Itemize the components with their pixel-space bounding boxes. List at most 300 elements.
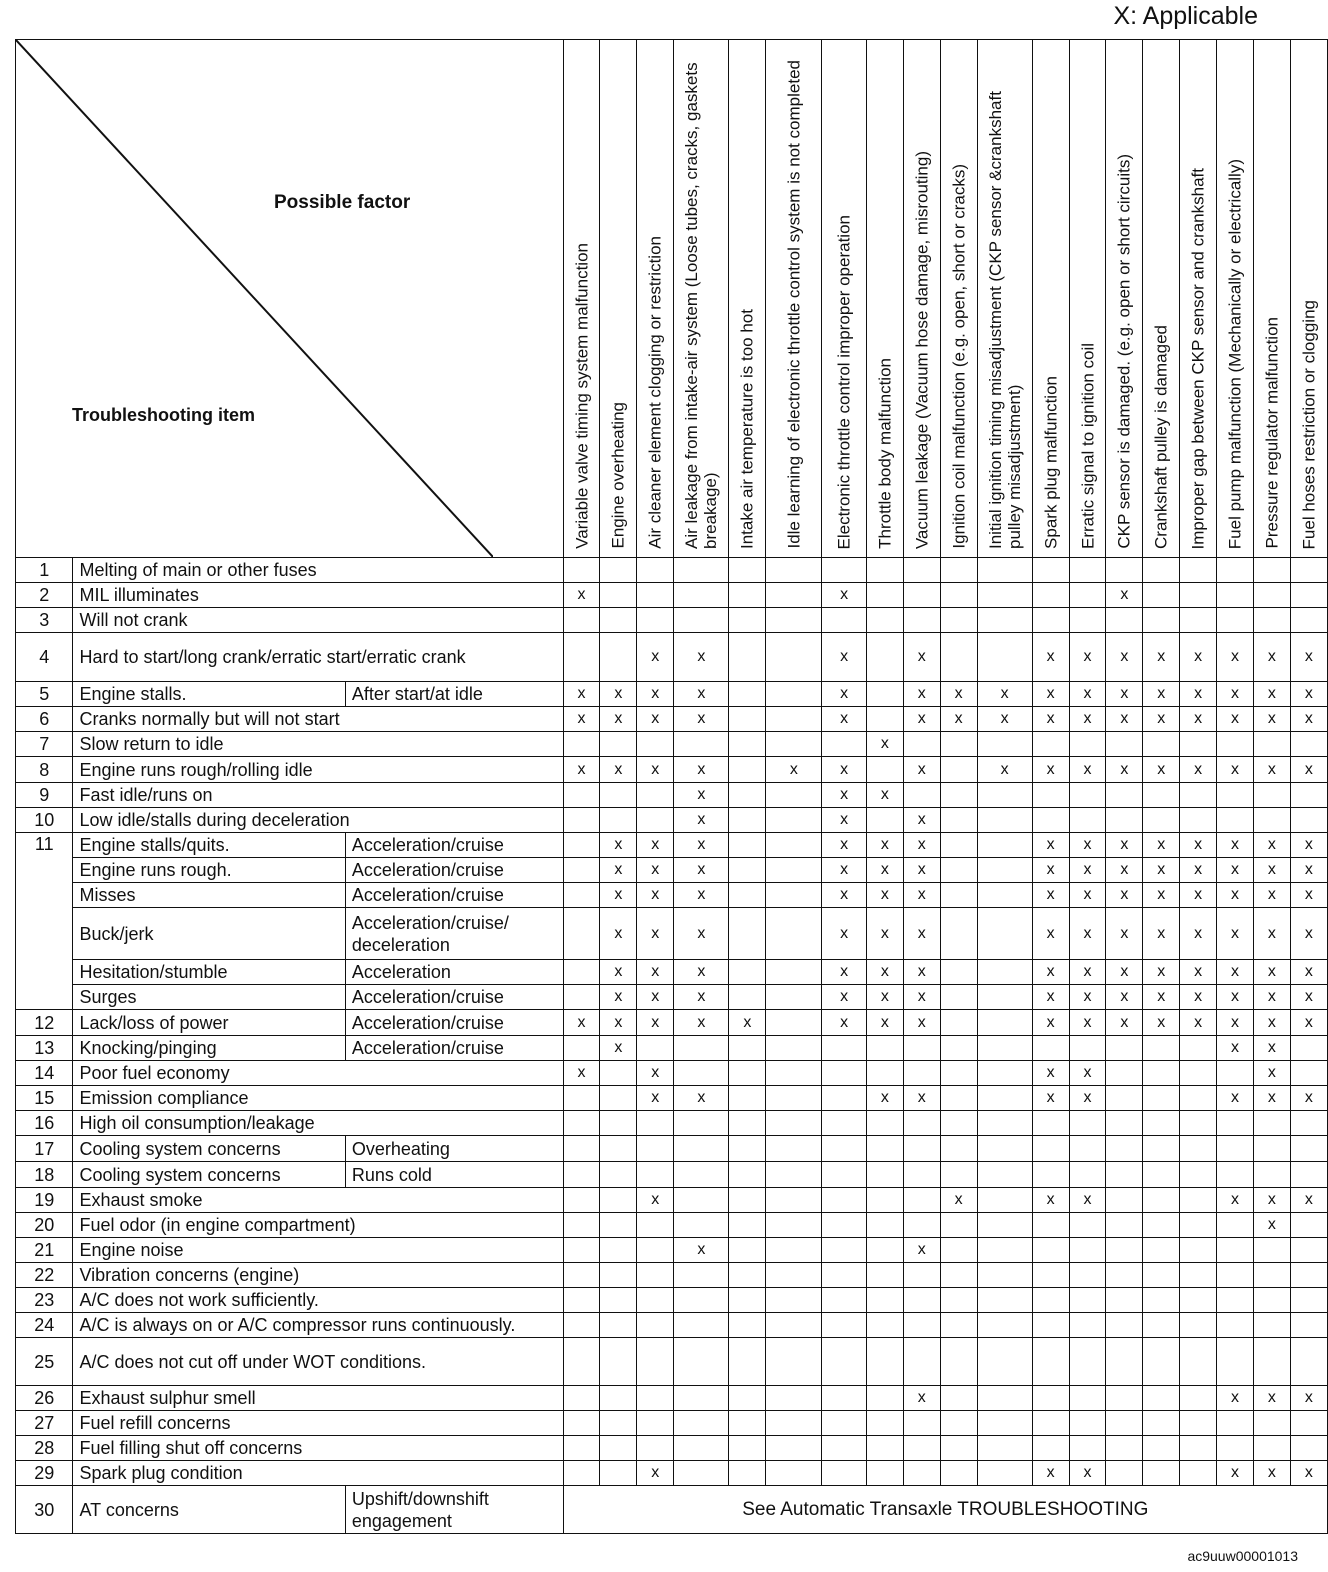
applicability-cell: x bbox=[637, 1010, 674, 1036]
applicability-cell bbox=[1217, 1162, 1254, 1188]
applicability-cell bbox=[766, 707, 822, 732]
applicability-cell bbox=[674, 1288, 729, 1313]
applicability-cell bbox=[822, 1461, 867, 1486]
applicability-cell bbox=[674, 1036, 729, 1061]
applicability-cell: x bbox=[637, 908, 674, 960]
applicability-cell bbox=[1032, 1111, 1069, 1136]
applicability-cell bbox=[600, 1263, 637, 1288]
applicability-cell bbox=[1290, 1036, 1327, 1061]
applicability-cell bbox=[563, 1461, 600, 1486]
applicability-cell: x bbox=[600, 908, 637, 960]
applicability-cell bbox=[1106, 558, 1143, 583]
applicability-cell bbox=[563, 633, 600, 682]
applicability-cell bbox=[729, 1461, 766, 1486]
applicability-cell bbox=[766, 558, 822, 583]
applicability-cell bbox=[729, 1338, 766, 1386]
troubleshooting-item: Cooling system concerns bbox=[73, 1136, 345, 1162]
applicability-cell bbox=[1143, 783, 1180, 808]
applicability-cell bbox=[1290, 583, 1327, 608]
applicability-cell bbox=[1217, 608, 1254, 633]
applicability-cell bbox=[637, 1111, 674, 1136]
applicability-cell bbox=[866, 1036, 903, 1061]
factor-label: Fuel pump malfunction (Mechanically or electrically) bbox=[1225, 158, 1245, 549]
applicability-cell: x bbox=[822, 960, 867, 985]
applicability-cell bbox=[1290, 608, 1327, 633]
applicability-cell bbox=[600, 1436, 637, 1461]
applicability-cell bbox=[1143, 1338, 1180, 1386]
applicability-cell: x bbox=[903, 1086, 940, 1111]
condition: Overheating bbox=[345, 1136, 563, 1162]
applicability-cell: x bbox=[977, 757, 1032, 783]
applicability-cell bbox=[729, 1111, 766, 1136]
applicability-cell bbox=[977, 1213, 1032, 1238]
table-row bbox=[16, 608, 1328, 633]
applicability-cell bbox=[1217, 783, 1254, 808]
table-row bbox=[16, 783, 1328, 808]
applicability-cell bbox=[1290, 1061, 1327, 1086]
applicability-cell: x bbox=[866, 908, 903, 960]
applicability-cell bbox=[977, 1061, 1032, 1086]
troubleshooting-item: Engine noise bbox=[73, 1238, 563, 1263]
applicability-cell bbox=[563, 883, 600, 908]
applicability-cell: x bbox=[1032, 1461, 1069, 1486]
applicability-cell bbox=[563, 808, 600, 833]
applicability-cell bbox=[729, 1086, 766, 1111]
applicability-cell bbox=[766, 1411, 822, 1436]
table-row bbox=[16, 1162, 1328, 1188]
troubleshooting-item: Vibration concerns (engine) bbox=[73, 1263, 563, 1288]
applicability-cell: x bbox=[1290, 1188, 1327, 1213]
applicability-cell bbox=[563, 608, 600, 633]
applicability-cell bbox=[600, 808, 637, 833]
applicability-cell bbox=[674, 1436, 729, 1461]
applicability-cell: x bbox=[822, 682, 867, 707]
applicability-cell bbox=[1180, 783, 1217, 808]
applicability-cell: x bbox=[1180, 960, 1217, 985]
applicability-cell bbox=[766, 1111, 822, 1136]
applicability-cell bbox=[1180, 608, 1217, 633]
table-row bbox=[16, 985, 1328, 1010]
factor-header bbox=[637, 40, 674, 558]
applicability-cell bbox=[1032, 583, 1069, 608]
applicability-cell bbox=[866, 1188, 903, 1213]
applicability-cell: x bbox=[1032, 757, 1069, 783]
applicability-cell bbox=[1069, 558, 1106, 583]
applicability-cell bbox=[940, 633, 977, 682]
applicability-cell bbox=[1290, 1263, 1327, 1288]
applicability-cell bbox=[729, 1313, 766, 1338]
applicability-cell bbox=[1032, 1263, 1069, 1288]
applicability-cell: x bbox=[1180, 682, 1217, 707]
applicability-cell bbox=[1253, 783, 1290, 808]
applicability-cell bbox=[866, 1288, 903, 1313]
applicability-cell: x bbox=[1069, 883, 1106, 908]
applicability-cell bbox=[1290, 808, 1327, 833]
applicability-cell: x bbox=[1217, 1461, 1254, 1486]
applicability-cell bbox=[637, 1338, 674, 1386]
applicability-cell bbox=[766, 1162, 822, 1188]
applicability-cell: x bbox=[637, 707, 674, 732]
applicability-cell bbox=[1253, 1411, 1290, 1436]
applicability-cell bbox=[729, 833, 766, 858]
applicability-cell bbox=[563, 1313, 600, 1338]
applicability-cell: x bbox=[674, 682, 729, 707]
applicability-cell bbox=[1106, 608, 1143, 633]
factor-label: Electronic throttle control improper operation bbox=[834, 214, 854, 549]
row-number: 11 bbox=[16, 833, 73, 1010]
applicability-cell bbox=[563, 732, 600, 757]
applicability-cell bbox=[940, 883, 977, 908]
factor-header bbox=[1217, 40, 1254, 558]
factor-header bbox=[674, 40, 729, 558]
applicability-cell bbox=[1253, 1288, 1290, 1313]
applicability-cell: x bbox=[1032, 1010, 1069, 1036]
applicability-cell bbox=[940, 1238, 977, 1263]
table-row bbox=[16, 1461, 1328, 1486]
applicability-cell bbox=[940, 808, 977, 833]
row-number: 26 bbox=[16, 1386, 73, 1411]
applicability-cell bbox=[1143, 1411, 1180, 1436]
row-number: 16 bbox=[16, 1111, 73, 1136]
troubleshooting-item: A/C does not cut off under WOT conditions. bbox=[73, 1338, 563, 1386]
row-number: 2 bbox=[16, 583, 73, 608]
applicability-cell bbox=[940, 1436, 977, 1461]
factor-label: Pressure regulator malfunction bbox=[1262, 317, 1282, 549]
applicability-cell: x bbox=[1143, 682, 1180, 707]
applicability-cell: x bbox=[1253, 633, 1290, 682]
applicability-cell: x bbox=[1217, 1036, 1254, 1061]
applicability-cell bbox=[940, 558, 977, 583]
applicability-cell bbox=[766, 1338, 822, 1386]
factor-header bbox=[1106, 40, 1143, 558]
applicability-cell bbox=[600, 1136, 637, 1162]
troubleshooting-item: Fast idle/runs on bbox=[73, 783, 563, 808]
applicability-cell: x bbox=[1180, 1010, 1217, 1036]
applicability-cell: x bbox=[903, 960, 940, 985]
applicability-cell: x bbox=[1069, 858, 1106, 883]
applicability-cell bbox=[903, 583, 940, 608]
applicability-cell: x bbox=[563, 682, 600, 707]
table-row bbox=[16, 1188, 1328, 1213]
applicability-cell bbox=[977, 808, 1032, 833]
applicability-cell bbox=[766, 1061, 822, 1086]
applicability-cell: x bbox=[1290, 1386, 1327, 1411]
applicability-cell bbox=[1032, 1136, 1069, 1162]
applicability-cell bbox=[866, 1061, 903, 1086]
applicability-cell: x bbox=[637, 960, 674, 985]
applicability-cell bbox=[977, 1036, 1032, 1061]
applicability-cell bbox=[1069, 1238, 1106, 1263]
applicability-cell bbox=[1143, 1188, 1180, 1213]
applicability-cell bbox=[1253, 1111, 1290, 1136]
applicability-cell: x bbox=[637, 833, 674, 858]
applicability-cell bbox=[674, 1136, 729, 1162]
factor-header bbox=[822, 40, 867, 558]
applicability-cell bbox=[729, 908, 766, 960]
applicability-cell: x bbox=[1032, 883, 1069, 908]
applicability-cell bbox=[903, 1436, 940, 1461]
applicability-cell: x bbox=[1106, 633, 1143, 682]
applicability-cell bbox=[1290, 1338, 1327, 1386]
table-row bbox=[16, 1386, 1328, 1411]
troubleshooting-item: Surges bbox=[73, 985, 345, 1010]
applicability-cell bbox=[1106, 1238, 1143, 1263]
applicability-cell bbox=[766, 985, 822, 1010]
applicability-cell: x bbox=[1069, 1061, 1106, 1086]
applicability-cell bbox=[977, 908, 1032, 960]
applicability-cell: x bbox=[1032, 1086, 1069, 1111]
applicability-cell bbox=[1253, 608, 1290, 633]
applicability-cell bbox=[729, 608, 766, 633]
applicability-cell bbox=[1180, 1036, 1217, 1061]
applicability-cell: x bbox=[637, 633, 674, 682]
applicability-cell bbox=[1143, 1162, 1180, 1188]
table-row bbox=[16, 732, 1328, 757]
factor-label: Idle learning of electronic throttle control system is not completed bbox=[784, 60, 804, 549]
condition: Acceleration/cruise/ deceleration bbox=[345, 908, 563, 960]
applicability-cell: x bbox=[866, 883, 903, 908]
applicability-cell bbox=[940, 1213, 977, 1238]
applicability-cell bbox=[766, 1188, 822, 1213]
applicability-cell bbox=[1180, 1313, 1217, 1338]
applicability-cell: x bbox=[1253, 1036, 1290, 1061]
applicability-cell: x bbox=[1143, 633, 1180, 682]
applicability-cell: x bbox=[1217, 682, 1254, 707]
applicability-cell bbox=[940, 1061, 977, 1086]
applicability-cell bbox=[766, 732, 822, 757]
possible-factor-label: Possible factor bbox=[274, 192, 411, 213]
applicability-cell: x bbox=[903, 707, 940, 732]
applicability-cell bbox=[1143, 1061, 1180, 1086]
applicability-cell bbox=[903, 1111, 940, 1136]
applicability-cell bbox=[940, 732, 977, 757]
applicability-cell: x bbox=[637, 1086, 674, 1111]
applicability-cell bbox=[729, 757, 766, 783]
applicability-cell bbox=[1180, 1436, 1217, 1461]
applicability-cell bbox=[1253, 732, 1290, 757]
applicability-cell bbox=[940, 608, 977, 633]
row-number: 24 bbox=[16, 1313, 73, 1338]
applicability-cell bbox=[940, 985, 977, 1010]
applicability-cell bbox=[1106, 1386, 1143, 1411]
row-number: 29 bbox=[16, 1461, 73, 1486]
applicability-cell bbox=[1180, 1111, 1217, 1136]
applicability-cell bbox=[674, 1111, 729, 1136]
factor-label: Intake air temperature is too hot bbox=[737, 308, 757, 549]
applicability-cell: x bbox=[903, 985, 940, 1010]
applicability-cell bbox=[940, 858, 977, 883]
applicability-cell: x bbox=[903, 858, 940, 883]
row-number: 14 bbox=[16, 1061, 73, 1086]
table-row bbox=[16, 1436, 1328, 1461]
applicability-cell bbox=[1180, 558, 1217, 583]
applicability-cell bbox=[866, 1338, 903, 1386]
applicability-cell: x bbox=[1253, 1386, 1290, 1411]
row-number: 18 bbox=[16, 1162, 73, 1188]
troubleshooting-item: Cranks normally but will not start bbox=[73, 707, 563, 732]
applicability-cell bbox=[940, 1263, 977, 1288]
applicability-cell bbox=[903, 1188, 940, 1213]
applicability-cell bbox=[729, 1136, 766, 1162]
applicability-cell bbox=[600, 1461, 637, 1486]
condition: Acceleration/cruise bbox=[345, 1036, 563, 1061]
applicability-cell bbox=[940, 1338, 977, 1386]
applicability-cell bbox=[729, 1436, 766, 1461]
applicability-cell bbox=[1069, 808, 1106, 833]
applicability-cell bbox=[1217, 558, 1254, 583]
applicability-cell: x bbox=[1290, 985, 1327, 1010]
troubleshooting-item: Slow return to idle bbox=[73, 732, 563, 757]
applicability-cell bbox=[977, 1436, 1032, 1461]
applicability-cell: x bbox=[600, 1036, 637, 1061]
applicability-cell: x bbox=[674, 833, 729, 858]
applicability-cell bbox=[1217, 1061, 1254, 1086]
applicability-cell bbox=[1290, 1288, 1327, 1313]
applicability-cell bbox=[1217, 1238, 1254, 1263]
applicability-cell bbox=[1253, 808, 1290, 833]
applicability-cell: x bbox=[1217, 883, 1254, 908]
applicability-cell bbox=[1180, 1213, 1217, 1238]
applicability-cell: x bbox=[563, 707, 600, 732]
applicability-cell: x bbox=[1253, 1061, 1290, 1086]
applicability-cell bbox=[563, 1162, 600, 1188]
applicability-cell bbox=[674, 732, 729, 757]
applicability-cell: x bbox=[903, 808, 940, 833]
table-row bbox=[16, 808, 1328, 833]
row-number: 17 bbox=[16, 1136, 73, 1162]
applicability-cell: x bbox=[822, 783, 867, 808]
applicability-cell: x bbox=[1253, 1086, 1290, 1111]
applicability-cell: x bbox=[637, 883, 674, 908]
applicability-cell bbox=[766, 858, 822, 883]
applicability-cell bbox=[600, 558, 637, 583]
applicability-cell bbox=[1217, 1338, 1254, 1386]
applicability-cell bbox=[1069, 1288, 1106, 1313]
applicability-cell bbox=[729, 883, 766, 908]
applicability-cell bbox=[1032, 1213, 1069, 1238]
applicability-cell: x bbox=[1180, 985, 1217, 1010]
row-number: 25 bbox=[16, 1338, 73, 1386]
applicability-cell: x bbox=[1069, 1086, 1106, 1111]
applicability-cell bbox=[1032, 808, 1069, 833]
troubleshooting-item: Cooling system concerns bbox=[73, 1162, 345, 1188]
applicability-cell: x bbox=[1143, 1010, 1180, 1036]
applicability-cell bbox=[866, 1313, 903, 1338]
applicability-cell bbox=[729, 985, 766, 1010]
applicability-cell bbox=[563, 783, 600, 808]
applicability-cell bbox=[1217, 732, 1254, 757]
applicability-cell bbox=[674, 1263, 729, 1288]
applicability-cell: x bbox=[674, 783, 729, 808]
applicability-cell: x bbox=[1106, 707, 1143, 732]
applicability-cell bbox=[1032, 783, 1069, 808]
applicability-cell bbox=[637, 1238, 674, 1263]
applicability-cell bbox=[600, 732, 637, 757]
applicability-cell: x bbox=[600, 833, 637, 858]
applicability-cell bbox=[1032, 1436, 1069, 1461]
applicability-cell bbox=[563, 858, 600, 883]
applicability-cell bbox=[977, 1313, 1032, 1338]
applicability-cell: x bbox=[1069, 833, 1106, 858]
applicability-cell bbox=[674, 1162, 729, 1188]
troubleshooting-item: Hard to start/long crank/erratic start/erratic crank bbox=[73, 633, 563, 682]
troubleshooting-item-label: Troubleshooting item bbox=[72, 405, 255, 425]
applicability-cell bbox=[1106, 783, 1143, 808]
troubleshooting-item: Poor fuel economy bbox=[73, 1061, 563, 1086]
applicability-cell bbox=[729, 1238, 766, 1263]
applicability-cell: x bbox=[637, 757, 674, 783]
applicability-cell: x bbox=[1253, 960, 1290, 985]
row-number: 13 bbox=[16, 1036, 73, 1061]
applicability-cell: x bbox=[1253, 985, 1290, 1010]
applicability-cell bbox=[977, 783, 1032, 808]
applicability-cell bbox=[1069, 1111, 1106, 1136]
applicability-cell bbox=[1217, 1213, 1254, 1238]
applicability-cell bbox=[563, 985, 600, 1010]
applicability-cell: x bbox=[866, 858, 903, 883]
applicability-cell: x bbox=[1217, 1188, 1254, 1213]
applicability-cell bbox=[822, 1136, 867, 1162]
applicability-cell bbox=[940, 960, 977, 985]
applicability-cell: x bbox=[903, 833, 940, 858]
troubleshooting-item: Lack/loss of power bbox=[73, 1010, 345, 1036]
applicability-cell bbox=[822, 1436, 867, 1461]
applicability-cell bbox=[637, 1386, 674, 1411]
condition: Acceleration/cruise bbox=[345, 1010, 563, 1036]
applicability-cell bbox=[1106, 1061, 1143, 1086]
applicability-cell bbox=[866, 1263, 903, 1288]
applicability-cell bbox=[1143, 1086, 1180, 1111]
applicability-cell: x bbox=[674, 985, 729, 1010]
applicability-cell bbox=[977, 1188, 1032, 1213]
applicability-cell: x bbox=[1143, 883, 1180, 908]
applicability-cell bbox=[977, 985, 1032, 1010]
applicability-cell: x bbox=[866, 960, 903, 985]
applicability-cell bbox=[729, 583, 766, 608]
applicability-cell bbox=[1106, 1188, 1143, 1213]
factor-label: Throttle body malfunction bbox=[875, 358, 895, 549]
applicability-cell bbox=[674, 1338, 729, 1386]
applicability-cell: x bbox=[637, 1061, 674, 1086]
applicability-cell: x bbox=[563, 1061, 600, 1086]
applicability-cell bbox=[977, 883, 1032, 908]
applicability-cell bbox=[977, 633, 1032, 682]
applicability-cell bbox=[1106, 1411, 1143, 1436]
applicability-cell: x bbox=[1217, 908, 1254, 960]
row-number: 8 bbox=[16, 757, 73, 783]
applicability-cell bbox=[766, 608, 822, 633]
applicability-cell bbox=[1290, 1111, 1327, 1136]
applicability-cell bbox=[637, 1411, 674, 1436]
applicability-cell: x bbox=[674, 1238, 729, 1263]
table-row bbox=[16, 858, 1328, 883]
applicability-cell bbox=[637, 608, 674, 633]
applicability-cell bbox=[729, 633, 766, 682]
applicability-cell: x bbox=[1106, 960, 1143, 985]
applicability-cell: x bbox=[1106, 985, 1143, 1010]
applicability-cell bbox=[940, 1288, 977, 1313]
factor-header bbox=[1253, 40, 1290, 558]
applicability-cell bbox=[1290, 783, 1327, 808]
applicability-cell: x bbox=[1253, 1213, 1290, 1238]
applicability-cell bbox=[866, 1213, 903, 1238]
applicability-cell: x bbox=[1253, 1188, 1290, 1213]
applicability-cell: x bbox=[600, 1010, 637, 1036]
factor-label: Ignition coil malfunction (e.g. open, short or cracks) bbox=[949, 164, 969, 549]
factor-header bbox=[940, 40, 977, 558]
applicability-cell: x bbox=[674, 1010, 729, 1036]
applicability-cell: x bbox=[1143, 985, 1180, 1010]
